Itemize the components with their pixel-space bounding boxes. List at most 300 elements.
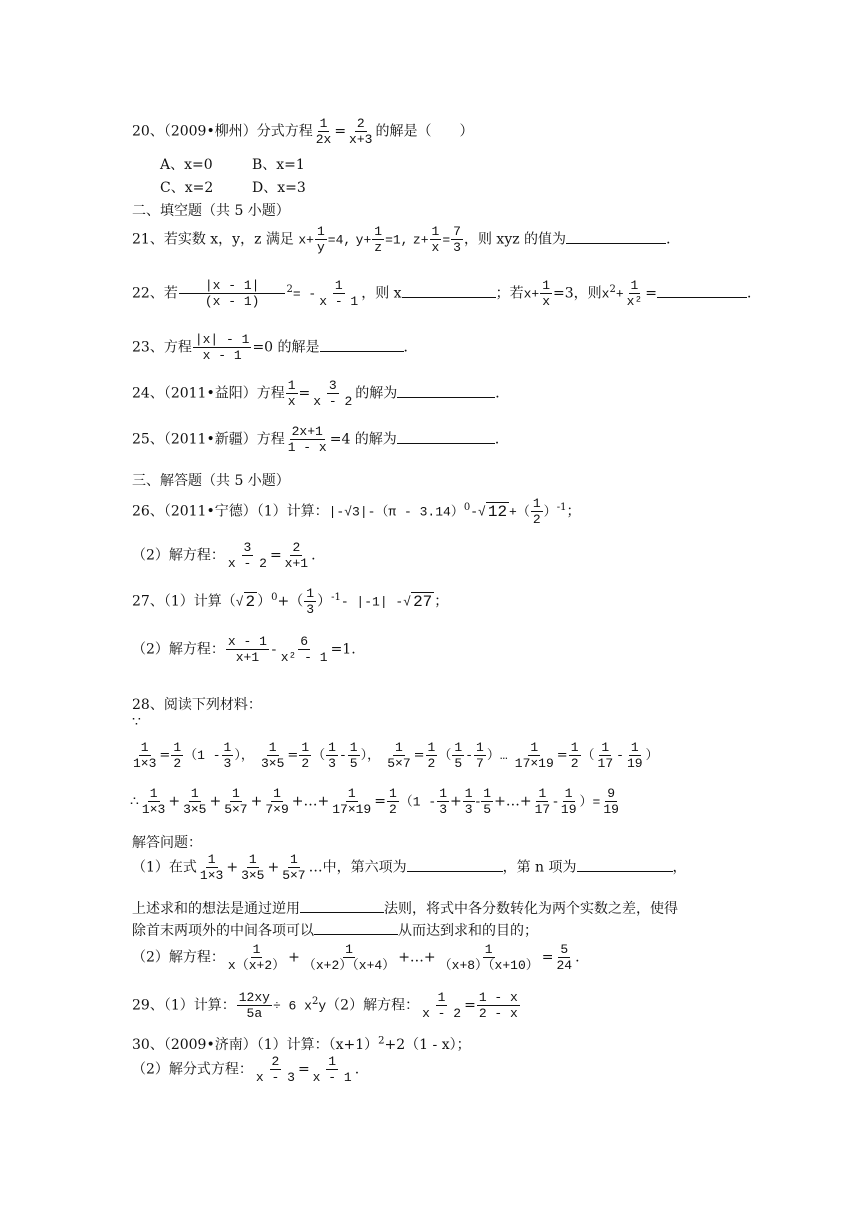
q21-fraction-3 [430,224,442,255]
q20-fraction-1 [314,116,334,147]
l: （ [581,748,595,763]
den: 3 [223,756,232,771]
num: 1 [223,740,232,755]
q25-fraction [286,424,329,455]
q22-f4-num: 1 [630,278,639,293]
q24-fraction-1 [286,378,298,409]
num: 1 [207,852,216,867]
q27-p4: - |-1| - [340,594,404,610]
q29-y: y [318,998,327,1014]
den: 17×19 [332,802,372,817]
q28-because: ∵ [132,714,141,730]
q28-p2-f3 [437,942,541,973]
den: （x+8）（x+10） [438,958,539,973]
q27-f-den: 3 [306,602,315,617]
q23-line [132,332,418,363]
q29-sup: 2 [311,995,319,1007]
q21-tail: ，则 xyz 的值为 [463,231,567,248]
plus: + [209,793,222,810]
q25-f1-den: 1 - x [287,440,327,455]
q22-blank-1[interactable] [402,285,496,298]
q28-r1-h2 [299,740,311,771]
q25-stem: 25、（2011•新疆）方程 [132,431,285,448]
den: 5×7 [224,802,248,817]
q23-f1-den: x - 1 [202,348,242,363]
q26-sqrt: 12 [487,502,508,521]
q20-option-a: A、x=0 [160,157,213,173]
num: 1 - x [478,990,518,1005]
plus: + [450,793,462,810]
q27-f-num: 1 [306,586,315,601]
q23-end: ． [403,339,418,356]
den: 5 [349,756,358,771]
q29-eq: = [464,997,476,1014]
q26-fraction-1 [226,540,269,571]
den: 7×9 [265,802,289,817]
den: 3×5 [183,802,207,817]
plus-dots: +…+ [494,793,532,810]
q22-fraction-2 [317,278,360,309]
q20-tail: 的解是（ ） [375,123,474,140]
q28-r1-a3 [452,740,464,771]
q21-f1-num: 1 [316,224,325,239]
den: 5×7 [387,756,411,771]
num: 1 [388,786,397,801]
q23-answer-blank[interactable] [320,339,404,352]
q22-fraction-1 [179,278,286,309]
num: 1 [427,740,436,755]
plus: + [226,859,239,876]
num: 1 [248,852,257,867]
q26-fraction-2 [283,540,310,571]
q27-f1-num: x - 1 [227,634,267,649]
q21-f3-num: 1 [431,224,440,239]
q22-t1: ，则 x [361,285,402,302]
den: x - 1 [312,1070,352,1085]
num: 1 [484,942,493,957]
den: 19 [603,802,619,817]
q28-r2-i4 [533,786,553,817]
q20-f1-den: 2x [315,132,332,147]
q27-fraction-1 [226,634,269,665]
q27-line-1 [132,586,448,617]
minus: - [475,793,481,810]
q21-f4-den: 3 [453,240,461,255]
q26-line-2 [132,540,316,571]
q28-row-2 [130,786,622,817]
q28-p2-dots: +…+ [398,949,436,966]
q26-p1: -（π - 3.14） [367,504,464,520]
plus: + [168,793,181,810]
q27-p2: +（ [277,593,304,610]
den: 19 [560,802,577,817]
q26-f-den: 2 [532,512,541,527]
q26-p3: +（ [509,504,530,520]
q22-f2-num: 1 [334,278,343,293]
den: 2 - x [478,1006,518,1021]
q28-r2-t3 [222,786,249,817]
q24-end: ． [495,385,510,402]
q28-r2-t1 [140,786,167,817]
den: x - 3 [255,1070,295,1085]
den: 3×5 [241,868,265,883]
num: 1 [464,786,473,801]
q28-r1-a4 [596,740,616,771]
q24-fraction-2 [311,378,354,409]
r: ） [645,748,659,763]
q28-r1-f2 [259,740,286,771]
q27-f1-den: x+1 [235,650,260,665]
q24-stem: 24、（2011•益阳）方程 [132,385,285,402]
q22-mid: = - [292,286,317,302]
num: 1 [252,942,261,957]
q24-f1-num: 1 [287,378,296,393]
den: 5 [454,756,463,771]
q27-supm1: -1 [331,591,341,603]
m: - [616,748,624,763]
q29-line [132,990,521,1021]
q28-p1-a: （1）在式 [132,859,197,876]
l: （1 - [184,748,221,763]
num: 12xy [238,990,270,1005]
num: 1 [190,786,199,801]
q23-stem: 23、方程 [132,339,192,356]
q23-tail: =0 的解是 [252,339,320,356]
q21-r3: = [442,232,451,248]
q28-r2-i2 [463,786,475,817]
num: 1 [454,740,463,755]
q28-r2-i3 [481,786,493,817]
q29-stem: 29、（1）计算： [132,997,236,1014]
den: 17 [534,802,551,817]
q30-tail: +2（1 - x）； [384,1037,471,1053]
den: 5×7 [282,868,306,883]
eq: = [556,748,568,763]
q27-tail: =1. [330,641,356,658]
q28-ask: 解答问题： [132,835,202,851]
q28-p1-t2 [239,852,266,883]
q26-part2: （2）解方程： [132,547,225,564]
q28-r1-f3 [385,740,412,771]
q28-r1-h3 [426,740,438,771]
q24-f2-den: x - 2 [313,394,353,409]
q21-line [132,224,680,255]
q28-r1-h1 [171,740,183,771]
q28-therefore: ∴ [130,793,139,810]
q28-r2-i5 [559,786,579,817]
q28-rule-blank[interactable] [300,900,384,913]
q20-f2-den: x+3 [349,132,373,147]
q21-f4-num: 7 [453,224,461,239]
plus: + [267,859,280,876]
q30-sup: 2 [378,1035,385,1047]
den: 5a [246,1006,263,1021]
q22-f1-num: |x - 1| [179,278,286,294]
q28-p2-f2 [301,942,397,973]
q22-f3-num: 1 [542,278,551,293]
q27-minus: - [269,642,278,658]
q26-p2: - [470,504,479,520]
num: 2 [271,1054,280,1069]
q20-option-c: C、x=2 [160,180,214,196]
q30-line-1 [132,1034,471,1054]
num: 1 [630,740,639,755]
q30-line-2 [132,1054,359,1085]
num: 1 [345,942,353,957]
plus: + [288,949,300,966]
q21-fraction-1 [315,224,327,255]
q20-option-b: B、x=1 [252,157,305,173]
q26-end: ； [566,503,581,520]
num: 1 [564,786,573,801]
q27-stem: 27、（1）计算（ [132,593,236,610]
q28-r2-result [601,786,621,817]
q28-sixth-term-blank[interactable] [407,859,503,872]
q22-t6: + [615,286,624,302]
q28-nth-term-blank[interactable] [577,859,673,872]
q28-p1-c: ，第 n 项为 [502,859,577,876]
q26-abs: |-√3| [328,504,368,520]
q28-r1-a2 [326,740,338,771]
q21-r2: =1, [385,232,409,248]
q26-f1-den: x - 2 [227,556,267,571]
q22-t7: = [645,285,657,302]
r: ）… [486,748,508,763]
q26-eq: = [269,547,282,564]
q27-fraction-2 [279,634,330,665]
q25-line [132,424,509,455]
section-answer-title: 三、解答题（共 5 小题） [132,473,290,489]
q21-fraction-2 [372,224,384,255]
q30-fraction-1 [254,1054,297,1085]
num: 1 [349,740,358,755]
section-fill-in-title: 二、填空题（共 5 小题） [132,203,290,219]
num: 5 [560,942,569,957]
q28-r2-i1 [437,786,449,817]
q28-p2-f1 [226,942,287,973]
q28-part1-line2 [132,898,678,918]
num: 1 [140,740,149,755]
q22-f3-den: x [542,294,551,309]
q22-t5: x [601,286,610,302]
den: x - 2 [422,1006,462,1021]
q27-end: ； [434,593,449,610]
q28-p1-line3a: 除首末两项外的中间各项可以 [132,923,314,939]
l: （ [312,748,326,763]
q27-fraction [304,586,316,617]
den: 24 [556,958,573,973]
q21-t3: z+ [412,232,429,248]
q26-sup0: 0 [463,501,471,513]
q21-t2: y+ [355,232,372,248]
q24-answer-blank[interactable] [397,385,495,398]
q21-r1: =4, [327,232,352,248]
eq: = [159,748,171,763]
q25-tail: =4 的解为 [329,431,397,448]
q27-sqrt-sign-1: √ [235,594,244,610]
q22-sup2: 2 [609,283,616,295]
q27-part2: （2）解方程： [132,641,225,658]
q28-p2-end: . [575,949,580,966]
q28-r1-f1 [131,740,158,771]
den: 1×3 [141,802,166,817]
q22-f2-den: x - 1 [319,294,359,309]
q26-fraction [531,496,543,527]
q20-line [132,116,473,147]
q27-sqrt1: 2 [245,592,256,611]
q22-fraction-3 [540,278,552,309]
q22-blank-2[interactable] [657,285,747,298]
num: 1 [570,740,579,755]
q28-p1-line3b: 从而达到求和的目的； [398,923,538,939]
q27-line-2 [132,634,356,665]
q28-p1-t3 [280,852,307,883]
den: 2 [301,756,310,771]
num: 1 [173,740,182,755]
eq: = [413,748,425,763]
q21-f3-den: x [431,240,440,255]
q28-p1-d: ， [672,859,687,876]
q25-end: ． [494,431,509,448]
den: 3 [439,802,447,817]
q30-eq: = [297,1061,310,1078]
q24-line [132,378,509,409]
den: 2 [570,756,579,771]
q20-eq: = [334,123,347,140]
r: ）， [234,748,254,763]
q27-p1: ） [257,593,272,610]
q28-p1-line2b: 法则，将式中各分数转化为两个实数之差，使得 [384,901,678,917]
den: 3 [464,802,473,817]
q21-stem: 21、若实数 x，y，z 满足 [132,231,294,248]
num: 1 [347,786,356,801]
q28-part1-line3 [132,920,538,940]
num: 1 [268,740,277,755]
num: 1 [328,1054,337,1069]
q30-part2: （2）解分式方程： [132,1061,253,1078]
q22-t2: ；若 [495,285,524,302]
q29-div: ÷ 6 x [272,998,312,1014]
q28-r2-l: （1 - [399,794,437,810]
den: 3×5 [261,756,285,771]
den: 17×19 [514,756,554,771]
q28-part1-line1 [132,852,687,883]
q25-answer-blank[interactable] [397,431,495,444]
q26-p4: ） [543,504,557,520]
q28-p2-a: （2）解方程： [132,949,225,966]
q28-p1-b: …中，第六项为 [308,859,407,876]
plus: + [250,793,263,810]
q28-r2-r: ）= [579,794,601,810]
den: 5 [483,802,492,817]
q22-line [132,278,761,309]
q21-t1: x+ [298,232,314,248]
q27-sup0: 0 [271,591,278,603]
q21-f1-den: y [316,240,325,255]
q28-stem: 28、阅读下列材料： [132,697,262,713]
q27-f2-den: x² - 1 [280,650,328,665]
num: 1 [232,786,240,801]
num: 1 [483,786,492,801]
q22-f4-den: x² [626,294,643,309]
q26-f2-den: x+1 [284,556,309,571]
q28-p2-res [555,942,575,973]
den: 19 [626,756,643,771]
q25-f1-num: 2x+1 [291,424,323,439]
den: 7 [476,756,484,771]
den: 2 [427,756,436,771]
num: 1 [538,786,547,801]
q29-fraction-3 [477,990,520,1021]
q26-f1-num: 3 [243,540,252,555]
l: （ [438,748,452,763]
q28-row-1 [130,740,659,771]
q26-stem: 26、（2011•宁德）（1）计算： [132,503,329,520]
minus: - [553,793,558,810]
q29-fraction-1 [237,990,272,1021]
den: 1×3 [199,868,224,883]
q22-f1-den: (x - 1) [204,294,260,309]
q24-f1-den: x [287,394,296,409]
q20-f1-num: 1 [319,116,328,131]
q27-sqrt2: 27 [413,592,433,611]
q28-p2-eq: = [541,949,554,966]
num: 1 [395,740,403,755]
den: x（x+2） [227,958,286,973]
num: 1 [476,740,484,755]
num: 1 [437,990,446,1005]
q30-end: . [354,1061,360,1078]
q22-t4: =3，则 [553,285,602,302]
q20-option-d: D、x=3 [252,180,306,196]
q29-fraction-2 [420,990,463,1021]
den: 17 [597,756,614,771]
q28-r2-dots: +…+ [291,793,330,810]
q26-line-1 [132,496,580,527]
num: 1 [273,786,281,801]
q26-f-num: 1 [532,496,541,511]
q22-stem: 22、若 [132,285,178,302]
q23-fraction [193,332,252,363]
q28-r2-t2 [181,786,208,817]
q27-f2-num: 6 [300,634,309,649]
q28-cancel-blank[interactable] [314,922,398,935]
q22-end: ． [747,285,761,302]
num: 1 [601,740,610,755]
q24-tail: 的解为 [355,385,398,402]
q20-stem: 20、（2009•柳州）分式方程 [132,123,313,140]
den: 2 [173,756,182,771]
m: - [338,748,347,763]
num: 1 [301,740,310,755]
q26-sqrt-sign: √ [478,504,486,520]
q24-f2-num: 3 [328,378,337,393]
q28-r2-last [330,786,373,817]
q20-fraction-2 [347,116,374,147]
num: 1 [290,852,298,867]
q26-end2: . [311,547,316,564]
q24-eq: = [298,385,311,402]
eq: = [287,748,299,763]
q28-r2-eq: = [374,793,386,810]
q30-stem: 30、（2009•济南）（1）计算：（x+1） [132,1037,379,1053]
num: 1 [439,786,447,801]
q21-answer-blank[interactable] [566,231,666,244]
num: 1 [328,740,336,755]
q26-supm1: -1 [556,501,567,513]
q26-f2-num: 2 [292,540,301,555]
q21-end: ． [666,231,681,248]
